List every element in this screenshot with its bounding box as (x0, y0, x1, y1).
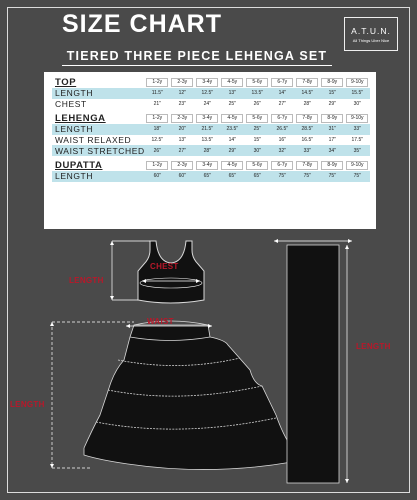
dupatta-arrowhead-down (345, 479, 349, 483)
age-header-text: 5-6y (246, 161, 268, 170)
measurement-value-text: 21.5" (196, 126, 218, 132)
measurement-value-text: 30" (246, 148, 268, 154)
measurement-value-text: 17.5" (351, 137, 364, 144)
logo-main-text: A.T.U.N. (351, 26, 391, 36)
measurement-value-text: 29" (221, 148, 243, 154)
age-header-text: 2-3y (171, 78, 193, 87)
logo-tagline: All Things Uber Nice (352, 38, 390, 43)
dupatta-arrowhead-right (348, 239, 352, 243)
measurement-value-text: 17" (328, 137, 336, 144)
chest-label: CHEST (150, 262, 179, 271)
measurement-value-text: 16" (278, 137, 286, 144)
age-header-text: 5-6y (246, 114, 268, 123)
measurement-label: WAIST RELAXED (55, 135, 132, 146)
page-title: SIZE CHART (62, 10, 222, 38)
measurement-value-text: 26" (146, 148, 168, 154)
age-header-text: 4-5y (221, 78, 243, 87)
measurement-value-text: 75" (271, 173, 293, 179)
age-header-text: 7-8y (296, 78, 318, 87)
skirt-length-arrowhead-up (50, 322, 54, 326)
age-header-text: 4-5y (221, 161, 243, 170)
measurement-label: LENGTH (52, 88, 145, 99)
waist-label: WAIST (147, 317, 174, 326)
top-length-arrowhead-down (110, 296, 114, 300)
measurement-value-text: 25" (246, 126, 268, 132)
age-header-text: 6-7y (271, 114, 293, 123)
measurement-label: LENGTH (52, 124, 145, 135)
measurement-value-text: 75" (296, 173, 318, 179)
measurement-value-text: 60" (171, 173, 193, 179)
measurement-value-text: 33" (346, 126, 368, 132)
measurement-value-text: 14.5" (296, 90, 318, 96)
measurement-label: CHEST (55, 98, 87, 109)
measurement-value-text: 20" (171, 126, 193, 132)
measurement-label: WAIST STRETCHED (52, 145, 145, 156)
measurement-value-text: 27" (171, 148, 193, 154)
measurement-value-text: 21" (153, 100, 161, 107)
age-header-text: 9-10y (346, 78, 368, 87)
measurement-value-text: 13" (178, 137, 186, 144)
dupatta-arrowhead-left (274, 239, 278, 243)
measurement-value-text: 27" (278, 100, 286, 107)
top-illustration (138, 241, 204, 303)
skirt-length-label: LENGTH (10, 400, 45, 409)
measurement-value-text: 12.5" (196, 90, 218, 96)
age-header-text: 6-7y (271, 78, 293, 87)
measurement-value-text: 18" (146, 126, 168, 132)
age-header-text: 8-9y (321, 114, 343, 123)
measurement-value-text: 13.5" (246, 90, 268, 96)
age-header-text: 4-5y (221, 114, 243, 123)
measurement-value-text: 28" (303, 100, 311, 107)
dupatta-length-label: LENGTH (356, 342, 391, 351)
section-title: TOP (55, 77, 77, 88)
measurement-value-text: 60" (146, 173, 168, 179)
section-title: LEHENGA (55, 113, 106, 125)
age-header-text: 7-8y (296, 161, 318, 170)
measurement-value-text: 15" (321, 90, 343, 96)
dupatta-illustration (287, 245, 339, 483)
age-header-text: 1-2y (146, 114, 168, 123)
measurement-value-text: 31" (321, 126, 343, 132)
measurement-value-text: 12" (171, 90, 193, 96)
age-header-text: 2-3y (171, 161, 193, 170)
measurement-value-text: 33" (296, 148, 318, 154)
skirt-length-arrowhead-down (50, 464, 54, 468)
measurement-value-text: 16.5" (301, 137, 314, 144)
measurement-value-text: 29" (328, 100, 336, 107)
age-header-text: 9-10y (346, 114, 368, 123)
measurement-value-text: 25" (228, 100, 236, 107)
measurement-value-text: 13.5" (201, 137, 214, 144)
age-header-text: 1-2y (146, 161, 168, 170)
measurement-value-text: 26.5" (271, 126, 293, 132)
age-header-text: 7-8y (296, 114, 318, 123)
top-length-label: LENGTH (69, 276, 104, 285)
measurement-value-text: 12.5" (151, 137, 164, 144)
measurement-value-text: 26" (253, 100, 261, 107)
measurement-value-text: 23" (178, 100, 186, 107)
measurement-value-text: 75" (321, 173, 343, 179)
age-header-text: 3-4y (196, 161, 218, 170)
age-header-text: 9-10y (346, 161, 368, 170)
measurement-value-text: 14" (271, 90, 293, 96)
measurement-value-text: 23.5" (221, 126, 243, 132)
measurement-value-text: 30" (353, 100, 361, 107)
measurement-value-text: 15" (253, 137, 261, 144)
measurement-value-text: 75" (346, 173, 368, 179)
age-header-text: 3-4y (196, 114, 218, 123)
age-header-text: 8-9y (321, 161, 343, 170)
measurement-value-text: 14" (228, 137, 236, 144)
measurement-value-text: 35" (346, 148, 368, 154)
top-length-arrowhead-up (110, 241, 114, 245)
measurement-value-text: 28" (196, 148, 218, 154)
measurement-value-text: 65" (221, 173, 243, 179)
skirt-illustration (84, 321, 292, 470)
measurement-value-text: 65" (246, 173, 268, 179)
age-header-text: 6-7y (271, 161, 293, 170)
age-header-text: 1-2y (146, 78, 168, 87)
measurement-value-text: 65" (196, 173, 218, 179)
measurement-label: LENGTH (52, 171, 145, 182)
age-header-text: 5-6y (246, 78, 268, 87)
measurement-value-text: 15.5" (346, 90, 368, 96)
measurement-value-text: 13" (221, 90, 243, 96)
age-header-text: 3-4y (196, 78, 218, 87)
measurement-value-text: 32" (271, 148, 293, 154)
page-subtitle: TIERED THREE PIECE LEHENGA SET (62, 49, 332, 66)
measurement-value-text: 24" (203, 100, 211, 107)
section-title: DUPATTA (55, 159, 103, 171)
measurement-value-text: 34" (321, 148, 343, 154)
age-header-text: 8-9y (321, 78, 343, 87)
dupatta-arrowhead-up (345, 245, 349, 249)
measurement-value-text: 11.5" (146, 90, 168, 96)
measurement-value-text: 28.5" (296, 126, 318, 132)
age-header-text: 2-3y (171, 114, 193, 123)
